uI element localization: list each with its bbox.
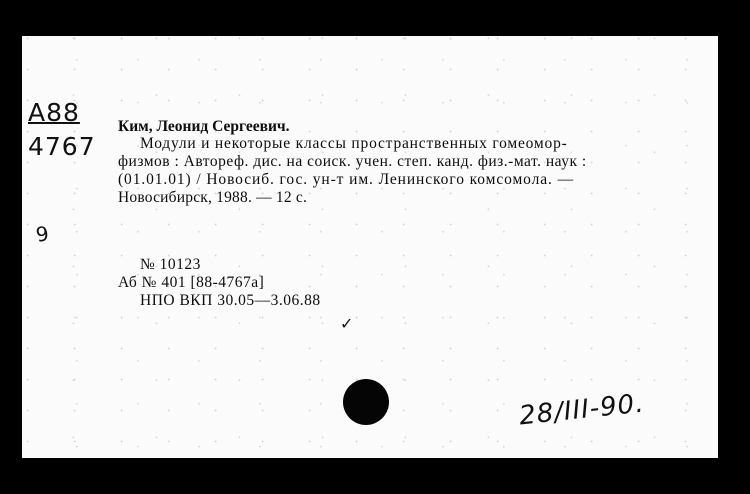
shelf-note: 9	[34, 221, 51, 247]
check-mark-icon: ✓	[340, 314, 354, 333]
description-line: Новосибирск, 1988. — 12 с.	[118, 189, 308, 206]
description-line: Модули и некоторые классы пространственных гомеомор-	[140, 135, 568, 152]
catalog-card	[22, 36, 718, 458]
abstract-number: Аб № 401 [88-4767а]	[118, 274, 265, 291]
handwritten-date: 28/III-90.	[517, 388, 646, 432]
description-line: (01.01.01) / Новосиб. гос. ун-т им. Ленинского комсомола. —	[118, 171, 574, 188]
npo-vkp-dates: НПО ВКП 30.05—3.06.88	[140, 292, 321, 309]
description-line: физмов : Автореф. дис. на соиск. учен. степ. канд. физ.-мат. наук :	[118, 153, 587, 170]
punch-hole	[343, 379, 389, 425]
registration-number: № 10123	[140, 256, 201, 273]
author-name: Ким, Леонид Сергеевич.	[118, 118, 290, 135]
shelfmark-top: А88	[28, 98, 80, 127]
shelfmark-bottom: 4767	[28, 132, 96, 161]
